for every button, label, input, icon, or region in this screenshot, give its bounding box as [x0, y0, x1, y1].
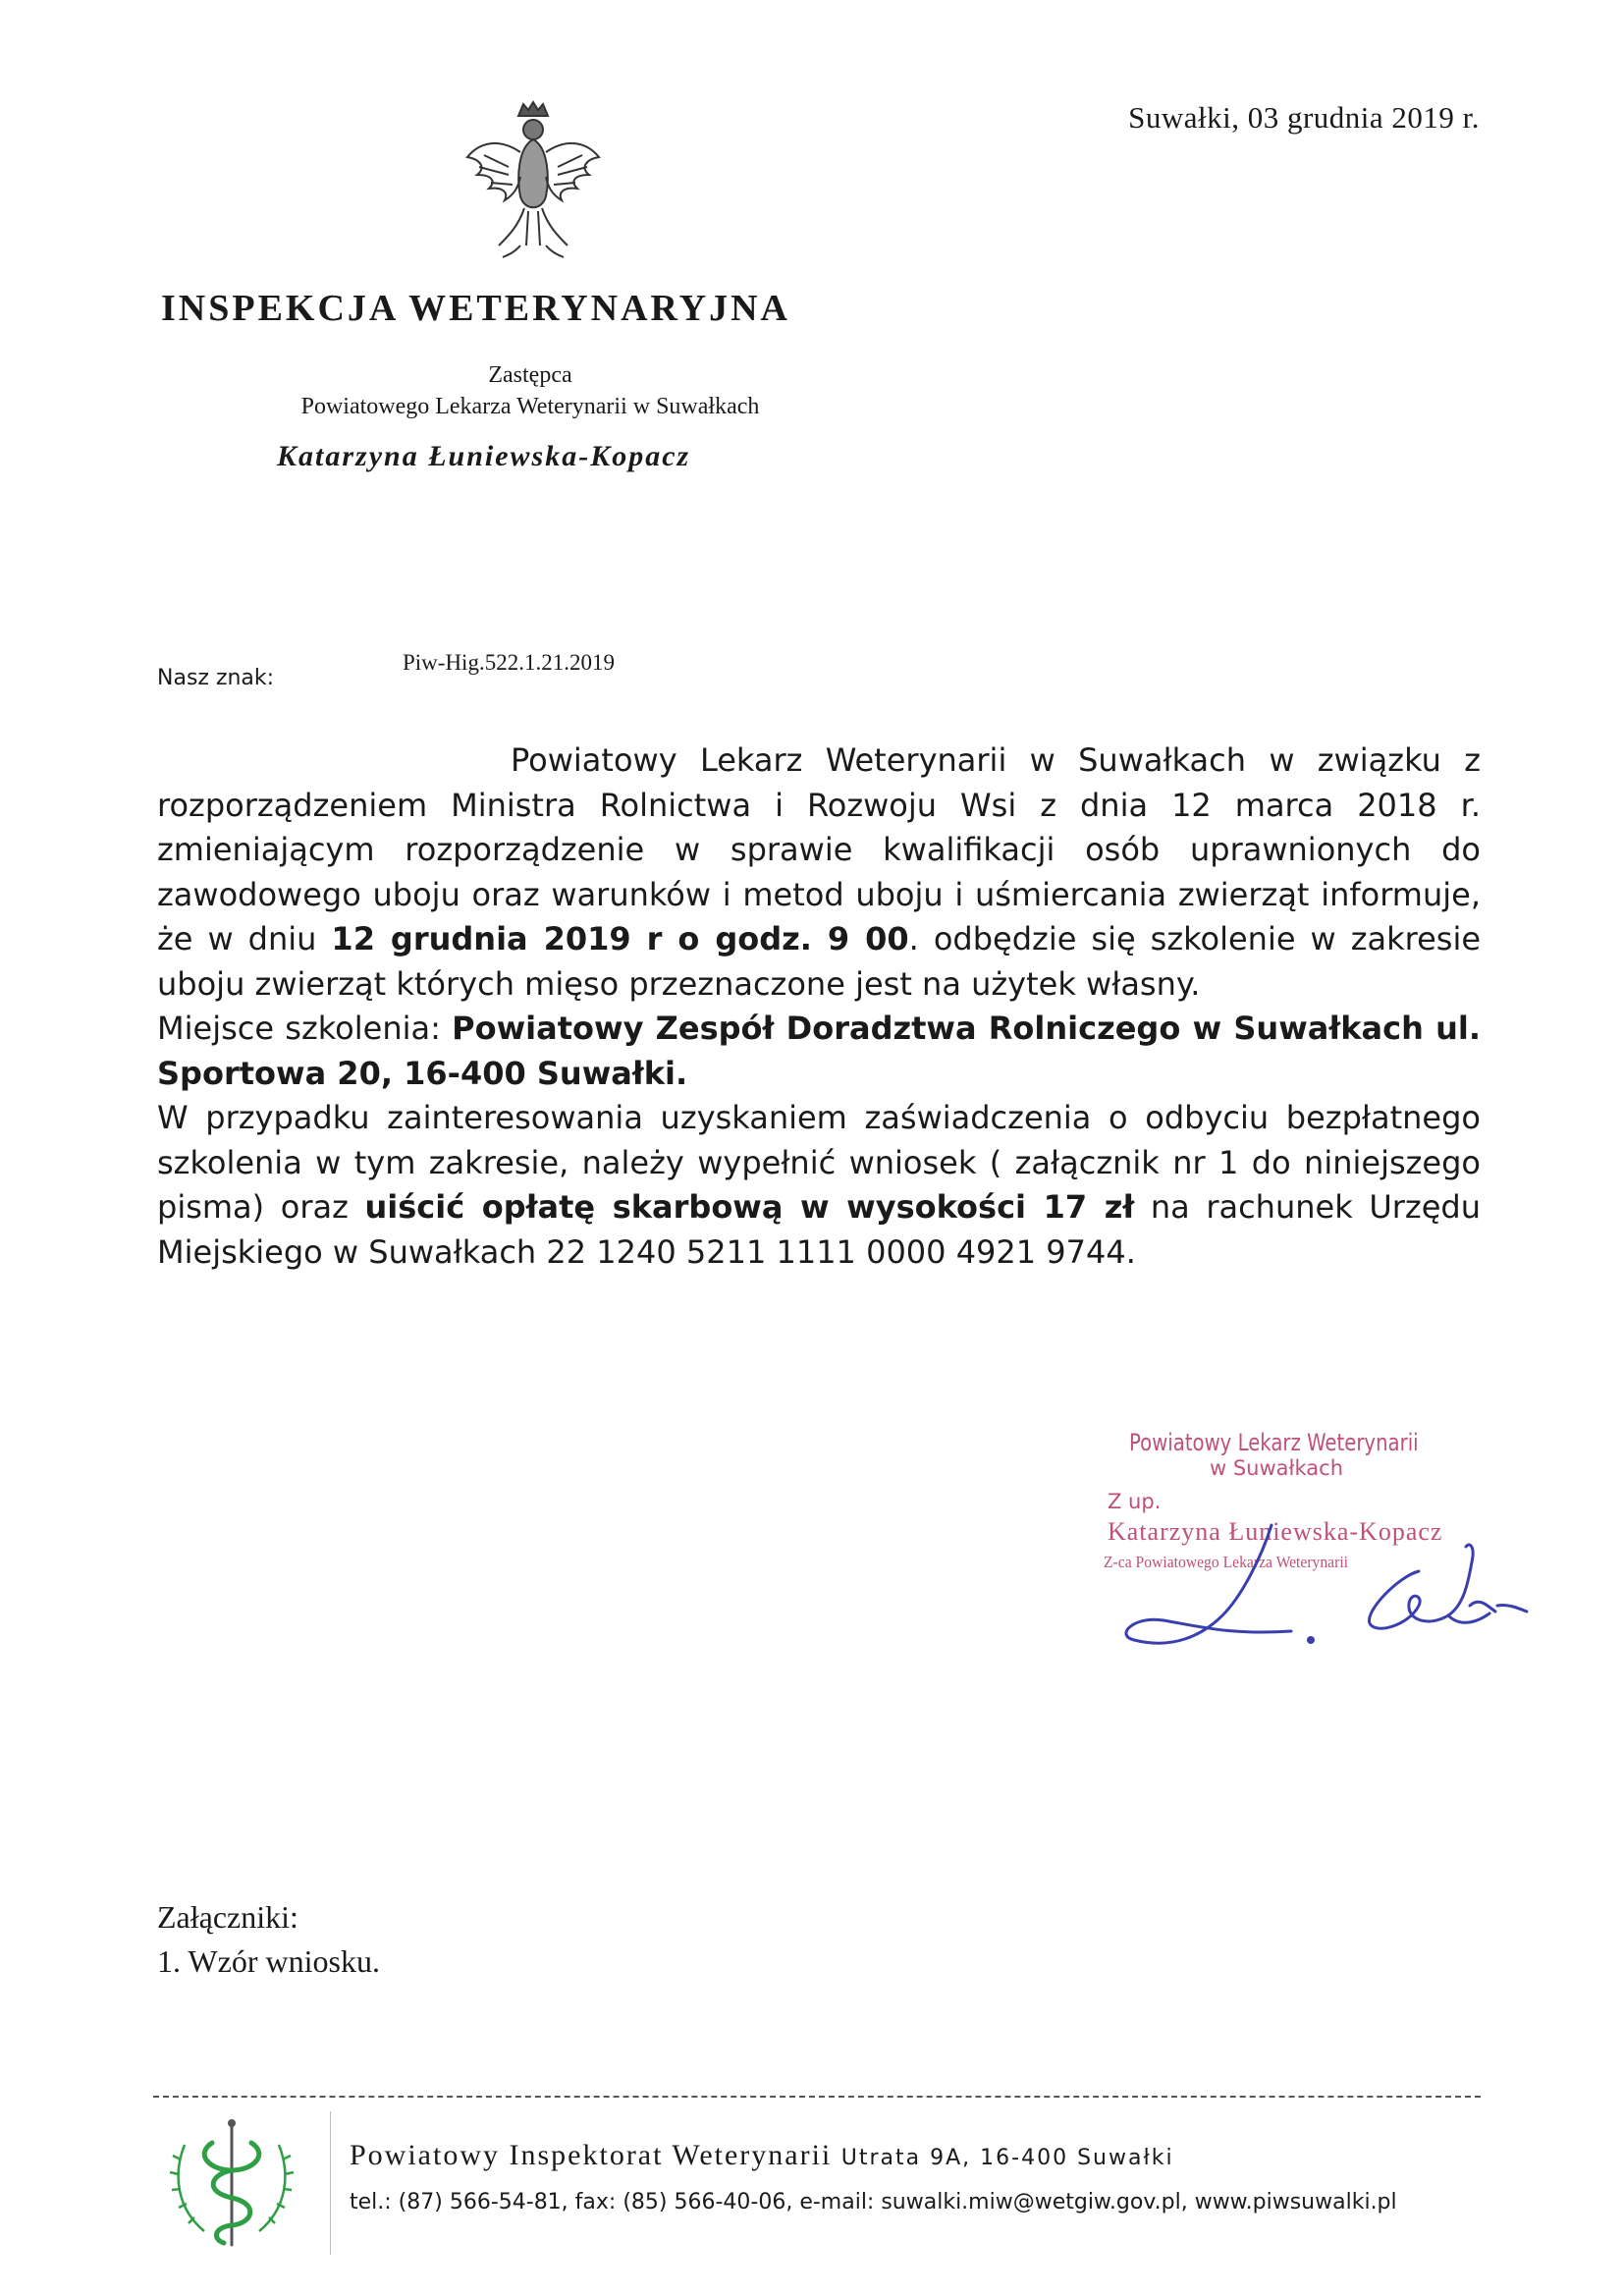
stamp-line3: Z up.	[1108, 1490, 1162, 1513]
deputy-title-line2: Powiatowego Lekarza Weterynarii w Suwałkach	[300, 394, 760, 419]
reference-label: Nasz znak:	[157, 666, 275, 690]
reference-number: Piw-Hig.522.1.21.2019	[403, 650, 615, 675]
text-span: Miejsce szkolenia:	[157, 1010, 453, 1047]
deputy-title-line1: Zastępca	[488, 362, 572, 388]
paragraph-location	[157, 1007, 1481, 1096]
footer-organization-name: Powiatowy Inspektorat Weterynarii	[350, 2139, 833, 2171]
attachment-item: 1. Wzór wniosku.	[157, 1943, 380, 1979]
letter-date: Suwałki, 03 grudnia 2019 r.	[1128, 100, 1480, 135]
training-date-bold: 12 grudnia 2019 r o godz. 9 00	[331, 920, 909, 957]
stamp-line4: Katarzyna Łuniewska-Kopacz	[1108, 1517, 1443, 1546]
footer-contact-info: tel.: (87) 566-54-81, fax: (85) 566-40-06, e-mail: suwalki.miw@wetgiw.gov.pl, www.piwsuwalki.pl	[350, 2190, 1397, 2214]
stamp-line2: w Suwałkach	[1210, 1456, 1344, 1480]
veterinary-caduceus-logo-icon	[155, 2115, 308, 2253]
footer-address: Utrata 9A, 16-400 Suwałki	[840, 2146, 1174, 2170]
footer-organization	[350, 2139, 1174, 2172]
organization-title: INSPEKCJA WETERYNARYJNA	[161, 288, 790, 329]
attachments-label: Załączniki:	[157, 1899, 298, 1935]
fee-amount-bold: uiścić opłatę skarbową w wysokości 17 zł	[364, 1188, 1135, 1226]
handwritten-signature	[1124, 1517, 1537, 1665]
text-span: na rachunek Urzędu Miejskiego w Suwałkach 22 1240 5211 1111 0000 4921 9744.	[157, 1188, 1482, 1271]
polish-eagle-emblem-icon	[460, 98, 607, 261]
stamp-line1: Powiatowy Lekarz Weterynarii	[1129, 1429, 1419, 1456]
paragraph-fee	[157, 1096, 1481, 1275]
paragraph-announcement	[157, 738, 1481, 1007]
text-span: W przypadku zainteresowania uzyskaniem zaświadczenia o odbyciu bezpłatnego szkolenia w tym zakresie, należy wypełnić wniosek ( załącznik nr 1 do niniejszego pisma) oraz	[157, 1099, 1481, 1226]
footer-separator	[330, 2111, 331, 2255]
stamp-line5: Z-ca Powiatowego Lekarza Weterynarii	[1104, 1553, 1349, 1571]
officer-name: Katarzyna Łuniewska-Kopacz	[277, 440, 691, 472]
footer-divider	[153, 2096, 1481, 2098]
training-location-bold: Powiatowy Zespół Doradztwa Rolniczego w Suwałkach ul. Sportowa 20, 16-400 Suwałki.	[157, 1010, 1482, 1092]
text-span: . odbędzie się szkolenie w zakresie uboju zwierząt których mięso przeznaczone jest na użytek własny.	[157, 920, 1482, 1003]
letter-body	[157, 738, 1481, 1275]
deputy-title	[285, 359, 776, 422]
text-span: Powiatowy Lekarz Weterynarii w Suwałkach w związku z rozporządzeniem Ministra Rolnictwa i Rozwoju Wsi z dnia 12 marca 2018 r. zmieniającym rozporządzenie w sprawie kwalifikacji osób uprawnionych do zawodowego uboju oraz warunków i metod uboju i uśmiercania zwierząt informuje, że w dniu	[157, 741, 1481, 957]
